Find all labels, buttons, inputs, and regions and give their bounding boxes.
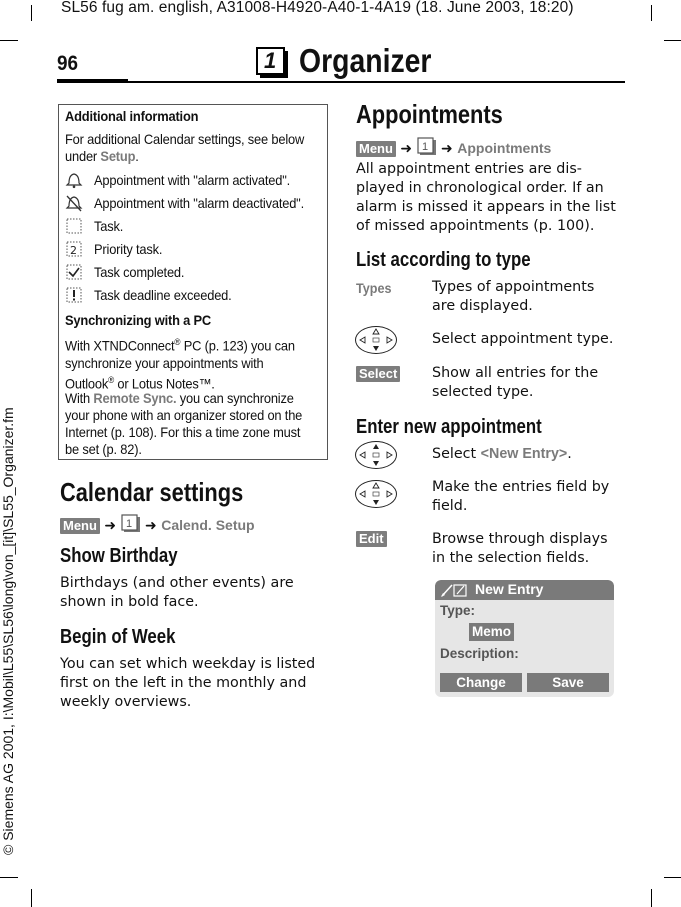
intro-line1: All appointment entries are dis- xyxy=(356,161,582,177)
nav-pad-icon xyxy=(355,441,397,469)
task-icon xyxy=(65,217,82,234)
task-completed-icon xyxy=(65,263,82,280)
edit-pencil-icon xyxy=(440,582,468,602)
browse-line1: Browse through displays xyxy=(432,531,608,547)
sync-p2-line4: be set (p. 82). xyxy=(65,441,142,457)
page-number-underline xyxy=(57,79,128,83)
menu-key: Menu xyxy=(356,141,396,157)
calend-setup-label: Calend. Setup xyxy=(161,517,255,533)
types-line2: are displayed. xyxy=(432,298,533,314)
path-arrow: ➜ xyxy=(104,518,117,534)
chapter-icon-label: 1 xyxy=(264,48,277,73)
select-desc xyxy=(432,364,598,402)
path-arrow-2: ➜ xyxy=(441,141,453,157)
info-intro-end: . xyxy=(135,148,139,164)
select-line1: Show all entries for the xyxy=(432,365,599,381)
crop-mark xyxy=(664,877,681,878)
page-number: 96 xyxy=(57,52,79,75)
phone-screen xyxy=(435,580,614,697)
phone-softkey-right[interactable]: Save xyxy=(527,673,609,692)
sync-paragraph-1 xyxy=(65,334,295,392)
chapter-title: Organizer xyxy=(299,42,432,79)
sync-title: Synchronizing with a PC xyxy=(65,312,212,328)
birthday-text xyxy=(60,574,294,612)
svg-text:2: 2 xyxy=(70,244,77,257)
bell-icon xyxy=(65,171,82,188)
sync-p2-a: With xyxy=(65,390,94,406)
enter-appointment-title: Enter new appointment xyxy=(356,416,542,438)
crop-mark xyxy=(651,889,652,907)
path-arrow: ➜ xyxy=(400,141,413,157)
calendar-path xyxy=(60,514,255,537)
sync-p1-line3-a: Outlook xyxy=(65,375,109,392)
info-intro-line1: For additional Calendar settings, see below xyxy=(65,131,305,147)
select-new-suffix: . xyxy=(567,446,572,462)
list-type-title: List according to type xyxy=(356,249,531,271)
sync-p2-remote: Remote Sync. xyxy=(93,390,177,406)
appointments-title: Appointments xyxy=(356,99,503,129)
crop-mark xyxy=(664,40,681,41)
menu-key: Menu xyxy=(60,518,100,534)
info-intro-setup: Setup xyxy=(100,148,136,164)
priority-task-icon xyxy=(65,240,82,257)
info-box-intro xyxy=(65,131,304,165)
sync-p2-b: you can synchronize xyxy=(176,390,294,406)
make-entries-desc xyxy=(432,478,609,516)
icon-desc-deadline: Task deadline exceeded. xyxy=(94,287,232,303)
sync-p2-line2: your phone with an organizer stored on the xyxy=(65,407,303,423)
birthday-line1: Birthdays (and other events) are xyxy=(60,575,294,591)
week-line2: first on the left in the monthly and xyxy=(60,675,307,691)
info-intro-prefix: under xyxy=(65,148,101,164)
new-entry-value: <New Entry> xyxy=(480,446,568,462)
icon-desc-task: Task. xyxy=(94,218,124,234)
calendar-settings-title: Calendar settings xyxy=(60,477,244,507)
appointments-intro xyxy=(356,160,616,236)
make-line2: field. xyxy=(432,498,468,514)
phone-title-bar xyxy=(435,580,614,600)
crop-mark xyxy=(0,877,18,878)
show-birthday-title: Show Birthday xyxy=(60,545,178,567)
phone-type-label: Type: xyxy=(440,603,476,618)
select-line2: selected type. xyxy=(432,384,534,400)
birthday-line2: shown in bold face. xyxy=(60,594,199,610)
appointments-path-label: Appointments xyxy=(457,140,552,156)
nav-pad-icon xyxy=(355,326,397,354)
sync-p1-line3-reg: ® xyxy=(108,374,115,385)
week-line1: You can set which weekday is listed xyxy=(60,656,316,672)
crop-mark xyxy=(651,5,652,21)
sync-p1-reg: ® xyxy=(174,337,181,347)
week-text xyxy=(60,655,315,712)
types-desc xyxy=(432,278,594,316)
crop-mark xyxy=(31,5,32,21)
sync-p1-a: With XTNDConnect xyxy=(65,337,175,354)
select-new-entry-text xyxy=(432,445,572,464)
chapter-icon xyxy=(256,47,288,78)
crop-mark xyxy=(31,889,32,907)
sync-p1-line3-b: or Lotus Notes™. xyxy=(114,375,215,392)
svg-text:1: 1 xyxy=(125,518,132,530)
sync-p2-line3: Internet (p. 108). For this a time zone must xyxy=(65,424,301,440)
side-note: © Siemens AG 2001, I:\Mobil\L55\SL56\long\von_[it]\SL55_Organizer.fm xyxy=(0,407,16,855)
running-header: SL56 fug am. english, A31008-H4920-A40-1-4A19 (18. June 2003, 18:20) xyxy=(61,0,574,16)
nav-pad-icon xyxy=(355,480,397,508)
intro-line3: alarm is missed it appears in the list xyxy=(356,199,616,215)
week-line3: weekly overviews. xyxy=(60,694,192,710)
bell-crossed-icon xyxy=(65,194,82,211)
phone-description-label: Description: xyxy=(440,646,519,661)
begin-of-week-title: Begin of Week xyxy=(60,626,176,648)
icon-desc-bell-crossed: Appointment with "alarm deactivated". xyxy=(94,195,304,211)
phone-title: New Entry xyxy=(475,581,544,597)
header-rule xyxy=(128,81,625,83)
organizer-key-icon xyxy=(121,514,141,537)
types-label: Types xyxy=(356,280,392,296)
sync-p1-b: PC (p. 123) you can xyxy=(180,337,295,354)
organizer-key-icon xyxy=(417,137,437,160)
types-line1: Types of appointments xyxy=(432,279,595,295)
icon-desc-completed: Task completed. xyxy=(94,264,185,280)
sync-paragraph-2 xyxy=(65,390,302,458)
icon-desc-priority: Priority task. xyxy=(94,241,163,257)
deadline-exceeded-icon xyxy=(65,286,82,303)
crop-mark xyxy=(0,40,18,41)
appointments-path xyxy=(356,137,551,160)
edit-softkey: Edit xyxy=(356,531,387,547)
make-line1: Make the entries field by xyxy=(432,479,610,495)
phone-softkey-left[interactable]: Change xyxy=(440,673,522,692)
browse-line2: in the selection fields. xyxy=(432,550,590,566)
select-type-text: Select appointment type. xyxy=(432,331,614,347)
select-new-prefix: Select xyxy=(432,446,481,462)
phone-type-value[interactable]: Memo xyxy=(469,623,514,641)
intro-line2: played in chronological order. If an xyxy=(356,180,604,196)
browse-desc xyxy=(432,530,608,568)
intro-line4: of missed appointments (p. 100). xyxy=(356,218,595,234)
info-box-title: Additional information xyxy=(65,108,199,124)
path-arrow-2: ➜ xyxy=(145,518,157,534)
icon-desc-bell: Appointment with "alarm activated". xyxy=(94,172,291,188)
select-softkey: Select xyxy=(356,366,400,382)
svg-text:1: 1 xyxy=(421,141,428,153)
sync-p1-line2: synchronize your appointments with xyxy=(65,354,264,371)
